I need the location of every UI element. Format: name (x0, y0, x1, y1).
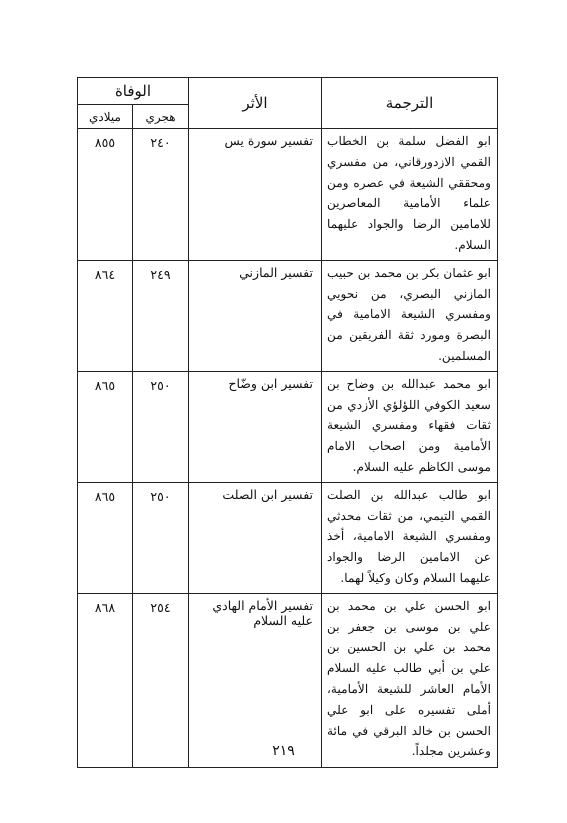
tarjama-text: ابو الحسن علي بن محمد بن علي بن موسى بن جعفر بن محمد بن علي بن الحسين بن علي بن أبي طالب عليه السلام الأمام العاشر للشيعة الأمامية، أملى تفسيره على ابو علي الحسن بن خالد البرقي في مائة وعشرين مجلداً. (327, 598, 491, 759)
tarjama-text: ابو محمد عبدالله بن وضاح بن سعيد الكوفي اللؤلؤي الأزدي من ثقات فقهاء ومفسري الشيعة الأمامية ومن اصحاب الامام موسى الكاظم عليه السلام. (327, 376, 491, 474)
athar-cell: تفسير المازني (189, 260, 322, 371)
page-number: ٢١٩ (272, 743, 295, 759)
hijri-cell: ٢٤٠ (133, 129, 189, 261)
header-wafat: الوفاة (78, 78, 189, 105)
tarjama-cell (322, 371, 498, 482)
hijri-cell: ٢٥٠ (133, 482, 189, 593)
tarjama-cell (322, 129, 498, 261)
miladi-cell: ٨٦٥ (78, 371, 133, 482)
athar-cell: تفسير ابن الصلت (189, 482, 322, 593)
miladi-cell: ٨٥٥ (78, 129, 133, 261)
tarjama-cell (322, 593, 498, 767)
tarjama-text: ابو طالب عبدالله بن الصلت القمي التيمي، من ثقات محدثي ومفسري الشيعة الامامية، أخذ عن الامامين الرضا والجواد عليهما السلام وكان وكيلاً لهما. (327, 487, 491, 585)
table-row (78, 482, 498, 593)
hijri-cell: ٢٤٩ (133, 260, 189, 371)
tarjama-cell (322, 260, 498, 371)
table-row (78, 260, 498, 371)
header-hijri: هجري (133, 105, 189, 129)
athar-cell: تفسير الأمام الهادي عليه السلام (189, 593, 322, 767)
miladi-cell: ٨٦٨ (78, 593, 133, 767)
table-row (78, 371, 498, 482)
tafsir-table (77, 77, 498, 768)
miladi-cell: ٨٦٤ (78, 260, 133, 371)
tarjama-cell (322, 482, 498, 593)
hijri-cell: ٢٥٠ (133, 371, 189, 482)
hijri-cell: ٢٥٤ (133, 593, 189, 767)
header-athar: الأثر (189, 78, 322, 129)
miladi-cell: ٨٦٥ (78, 482, 133, 593)
tarjama-text: ابو عثمان بكر بن محمد بن حبيب المازني البصري، من نحويي ومفسري الشيعة الامامية في البصرة ومورد ثقة الفريقين من المسلمين. (327, 265, 491, 363)
tarjama-text: ابو الفضل سلمة بن الخطاب القمي الازدورقاني، من مفسري ومحققي الشيعة في عصره ومن علماء الأمامية المعاصرين للامامين الرضا والجواد عليهما السلام. (327, 134, 491, 252)
athar-cell: تفسير سورة يس (189, 129, 322, 261)
athar-cell: تفسير ابن وضّاح (189, 371, 322, 482)
header-tarjama: الترجمة (322, 78, 498, 129)
header-miladi: ميلادي (78, 105, 133, 129)
table-row (78, 593, 498, 767)
table-row (78, 129, 498, 261)
